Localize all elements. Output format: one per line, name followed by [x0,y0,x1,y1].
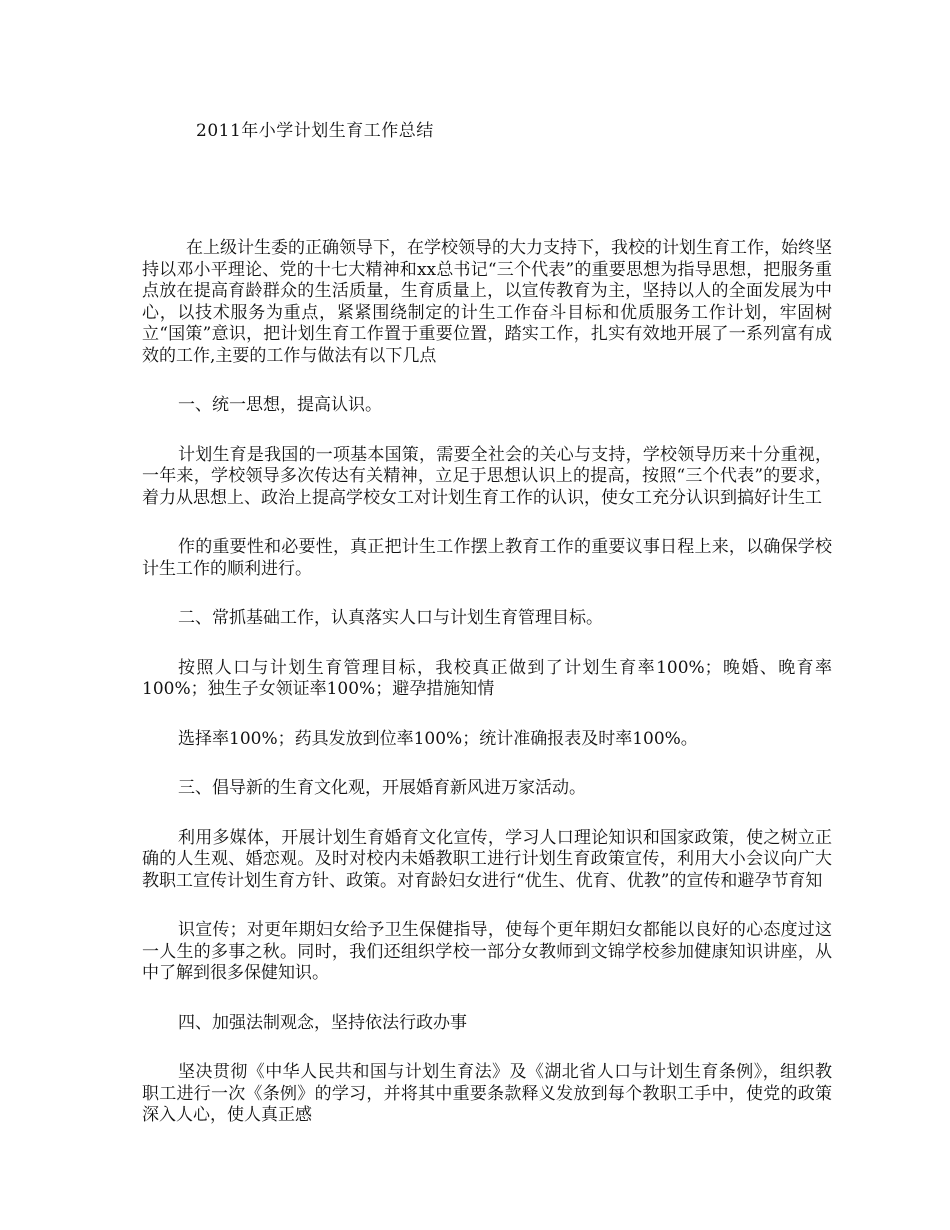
section-heading-1: 一、统一思想，提高认识。 [178,395,382,415]
section-heading-4: 四、加强法制观念，坚持依法行政办事 [178,1012,467,1033]
document-body [142,238,832,1127]
body-paragraph: 坚决贯彻《中华人民共和国与计划生育法》及《湖北省人口与计划生育条例》，组织教职工进行一次《条例》的学习，并将其中重要条款释义发放到每个教职工手中，使党的政策深入人心，使人真正感 [142,1062,832,1125]
section-heading-3: 三、倡导新的生育文化观，开展婚育新风进万家活动。 [178,778,586,798]
body-paragraph: 利用多媒体，开展计划生育婚育文化宣传，学习人口理论知识和国家政策，使之树立正确的人生观、婚恋观。及时对校内未婚教职工进行计划生育政策宣传，利用大小会议向广大教职工宣传计划生育方针、政策。对育龄妇女进行“优生、优育、优教”的宣传和避孕节育知 [142,827,832,891]
section-heading-2: 二、常抓基础工作，认真落实人口与计划生育管理目标。 [178,608,603,628]
body-paragraph: 作的重要性和必要性，真正把计生工作摆上教育工作的重要议事日程上来，以确保学校计生工作的顺利进行。 [142,537,832,579]
body-paragraph: 计划生育是我国的一项基本国策，需要全社会的关心与支持，学校领导历来十分重视，一年来，学校领导多次传达有关精神，立足于思想认识上的提高，按照“三个代表”的要求，着力从思想上、政治上提高学校女工对计划生育工作的认识，使女工充分认识到搞好计生工 [142,444,832,508]
body-paragraph: 选择率100%；药具发放到位率100%；统计准确报表及时率100%。 [178,728,698,749]
body-paragraph: 识宣传；对更年期妇女给予卫生保健指导，使每个更年期妇女都能以良好的心态度过这一人生的多事之秋。同时，我们还组织学校一部分女教师到文锦学校参加健康知识讲座，从中了解到很多保健知识。 [142,920,832,983]
document-title: 2011年小学计划生育工作总结 [196,121,434,141]
intro-paragraph: 在上级计生委的正确领导下，在学校领导的大力支持下，我校的计划生育工作，始终坚持以邓小平理论、党的十七大精神和xx总书记“三个代表”的重要思想为指导思想，把服务重点放在提高育龄群众的生活质量，生育质量上，以宣传教育为主，坚持以人的全面发展为中心，以技术服务为重点，紧紧围绕制定的计生工作奋斗目标和优质服务工作计划，牢固树立“国策”意识，把计划生育工作置于重要位置，踏实工作，扎实有效地开展了一系列富有成效的工作,主要的工作与做法有以下几点 [142,238,832,366]
body-paragraph: 按照人口与计划生育管理目标，我校真正做到了计划生育率100%；晚婚、晚育率100%；独生子女领证率100%；避孕措施知情 [142,657,832,699]
